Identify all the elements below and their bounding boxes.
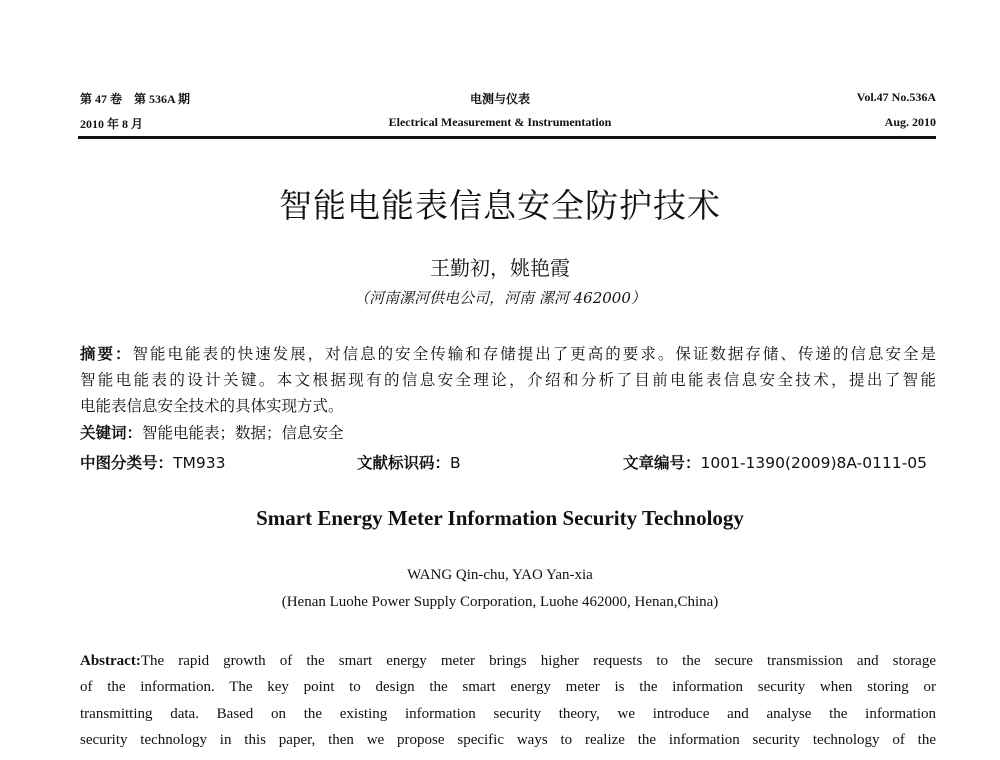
authors-cn: 王勤初，姚艳霞	[430, 256, 570, 280]
article-number-label: 文章编号：	[623, 454, 701, 472]
article-number-value: 1001-1390(2009)8A-0111-05	[700, 454, 928, 472]
keywords-cn	[80, 421, 936, 443]
document-code	[357, 451, 461, 473]
volume-issue-en: Vol.47 No.536A	[856, 90, 936, 104]
authors-en: WANG Qin-chu, YAO Yan-xia	[407, 567, 593, 583]
journal-name-en: Electrical Measurement & Instrumentation	[388, 115, 612, 129]
journal-name-cn: 电测与仪表	[469, 92, 530, 106]
abstract-cn-line: 电能表信息安全技术的具体实现方式。	[80, 397, 344, 415]
date-en: Aug. 2010	[884, 115, 936, 129]
abstract-en-line: of the information. The key point to design the smart energy meter is the information security when storing or	[80, 679, 936, 695]
document-code-value: B	[450, 454, 461, 472]
abstract-en-line: security technology in this paper, then we propose specific ways to realize the information security technology of the	[80, 732, 936, 748]
date-cn: 2010 年 8 月	[80, 117, 144, 131]
abstract-cn-text: 智能电能表的快速发展，对信息的安全传输和存储提出了更高的要求。保证数据存储、传递的信息安全是	[132, 345, 936, 363]
abstract-en-text: The rapid growth of the smart energy meter brings higher requests to the secure transmission and storage	[140, 653, 936, 669]
abstract-label-cn: 摘要：	[80, 345, 133, 363]
keywords-label: 关键词：	[80, 424, 143, 442]
header-rule	[78, 136, 936, 139]
abstract-en-line: transmitting data. Based on the existing information security theory, we introduce and analyse the information	[80, 706, 936, 722]
affiliation-en: (Henan Luohe Power Supply Corporation, Luohe 462000, Henan,China)	[281, 594, 719, 610]
abstract-label-en: Abstract:	[80, 653, 141, 669]
article-number	[623, 451, 927, 473]
volume-issue-cn: 第 47 卷 第 536A 期	[80, 92, 191, 106]
paper-title-en: Smart Energy Meter Information Security Technology	[256, 506, 744, 530]
clc-number	[80, 451, 225, 473]
abstract-en-line	[80, 653, 936, 670]
abstract-cn-line	[80, 342, 936, 364]
clc-label: 中图分类号：	[80, 454, 174, 472]
affiliation-cn: （河南漯河供电公司，河南 漯河 462000）	[354, 289, 646, 307]
keywords-text: 智能电能表；数据；信息安全	[142, 424, 344, 442]
paper-title-cn: 智能电能表信息安全防护技术	[279, 186, 721, 225]
clc-value: TM933	[173, 454, 226, 472]
abstract-cn-line: 智能电能表的设计关键。本文根据现有的信息安全理论，介绍和分析了目前电能表信息安全技术，提出了智能	[80, 371, 936, 389]
document-code-label: 文献标识码：	[357, 454, 451, 472]
